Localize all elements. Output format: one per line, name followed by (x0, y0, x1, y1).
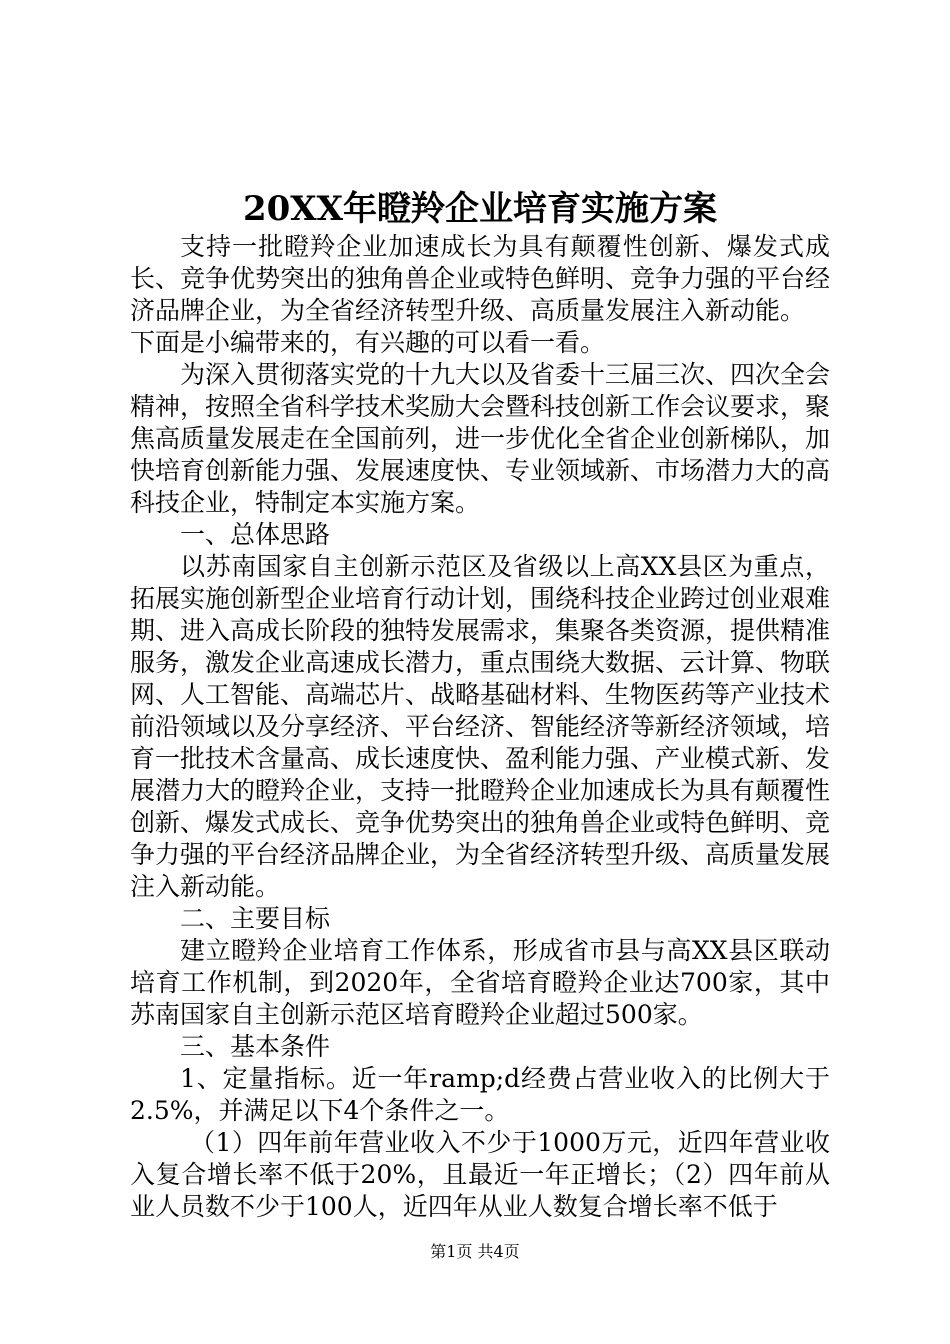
paragraph: （1）四年前年营业收入不少于1000万元，近四年营业收入复合增长率不低于20%，且最近一年正增长；（2）四年前从业人员数不少于100人，近四年从业人数复合增长率不低于 (130, 1128, 830, 1221)
section-heading: 一、总体思路 (180, 520, 331, 549)
paragraph: 为深入贯彻落实党的十九大以及省委十三届三次、四次全会精神，按照全省科学技术奖励大会暨科技创新工作会议要求，聚焦高质量发展走在全国前列，进一步优化全省企业创新梯队，加快培育创新能力强、发展速度快、专业领域新、市场潜力大的高科技企业，特制定本实施方案。 (130, 360, 831, 517)
paragraph: 下面是小编带来的，有兴趣的可以看一看。 (130, 328, 606, 357)
document-title: 20XX年瞪羚企业培育实施方案 (242, 189, 718, 229)
paragraph: 以苏南国家自主创新示范区及省级以上高XX县区为重点，拓展实施创新型企业培育行动计划，围绕科技企业跨过创业艰难期、进入高成长阶段的独特发展需求，集聚各类资源，提供精准服务，激发企业高速成长潜力，重点围绕大数据、云计算、物联网、人工智能、高端芯片、战略基础材料、生物医药等产业技术前沿领域以及分享经济、平台经济、智能经济等新经济领域，培育一批技术含量高、成长速度快、盈利能力强、产业模式新、发展潜力大的瞪羚企业，支持一批瞪羚企业加速成长为具有颠覆性创新、爆发式成长、竞争优势突出的独角兽企业或特色鲜明、竞争力强的平台经济品牌企业，为全省经济转型升级、高质量发展注入新动能。 (130, 552, 831, 901)
section-heading: 二、主要目标 (180, 904, 331, 933)
document-body (130, 231, 830, 1223)
section-heading: 三、基本条件 (180, 1032, 331, 1061)
paragraph: 1、定量指标。近一年ramp;d经费占营业收入的比例大于2.5%，并满足以下4个条件之一。 (130, 1064, 830, 1125)
page-number-footer: 第1页 共4页 (430, 1242, 520, 1261)
paragraph: 建立瞪羚企业培育工作体系，形成省市县与高XX县区联动培育工作机制，到2020年，全省培育瞪羚企业达700家，其中苏南国家自主创新示范区培育瞪羚企业超过500家。 (130, 936, 830, 1029)
paragraph: 支持一批瞪羚企业加速成长为具有颠覆性创新、爆发式成长、竞争优势突出的独角兽企业或特色鲜明、竞争力强的平台经济品牌企业，为全省经济转型升级、高质量发展注入新动能。 (130, 232, 831, 325)
